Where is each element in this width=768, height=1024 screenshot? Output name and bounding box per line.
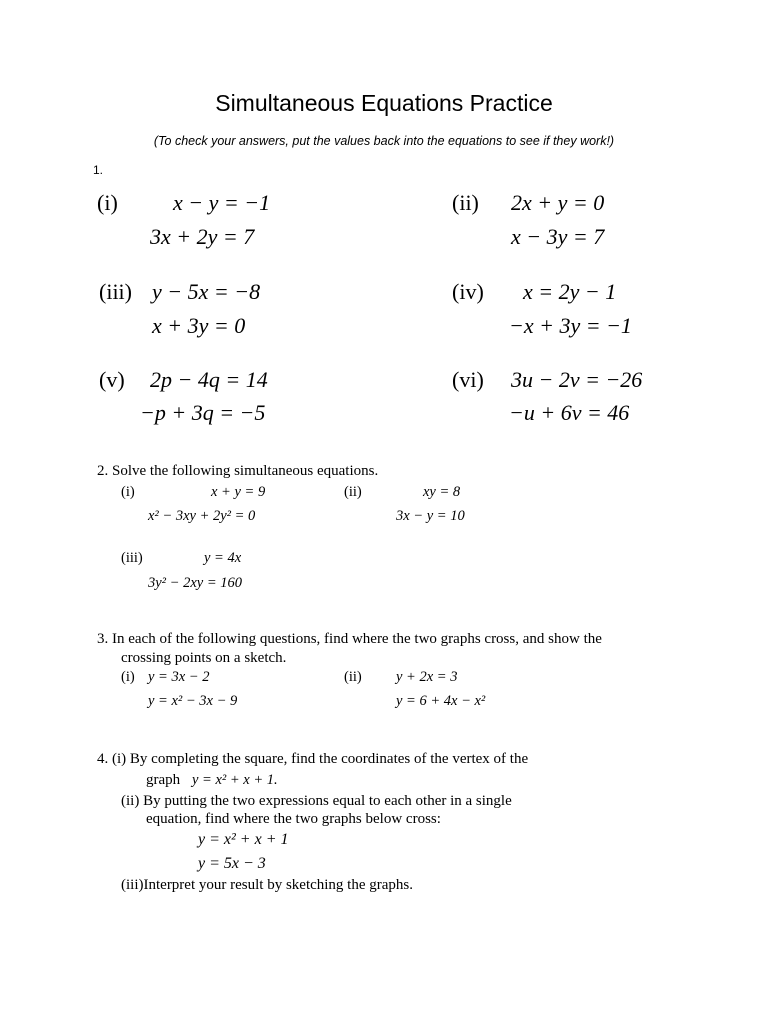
question-3-heading-line2: crossing points on a sketch. [121,650,287,666]
q1-part-iv-eq2: −x + 3y = −1 [509,313,632,338]
question-2-heading: 2. Solve the following simultaneous equations. [97,463,379,479]
q2-part-i-label: (i) [121,484,135,500]
question-1-number: 1. [93,163,104,177]
q2-part-iii-eq1: y = 4x [204,550,242,566]
q1-part-i-label: (i) [97,190,118,215]
q3-part-i-label: (i) [121,669,135,685]
q2-part-iii-label: (iii) [121,550,143,566]
question-4-eq2: y = 5x − 3 [198,855,266,872]
question-4-line5: (iii)Interpret your result by sketching the graphs. [121,877,414,893]
q1-part-iv-label: (iv) [452,279,484,304]
q1-part-vi-label: (vi) [452,367,484,392]
page-subtitle: (To check your answers, put the values back into the equations to see if they work!) [153,134,615,148]
q3-part-ii-label: (ii) [344,669,362,685]
q1-part-vi-eq2: −u + 6v = 46 [509,400,630,425]
q1-part-ii-eq2: x − 3y = 7 [511,224,605,249]
q1-part-v-eq1: 2p − 4q = 14 [150,367,268,392]
question-4-line4: equation, find where the two graphs below cross: [146,811,441,827]
q1-part-v-label: (v) [99,367,125,392]
q2-part-iii-eq2: 3y² − 2xy = 160 [148,575,242,591]
q1-part-ii-label: (ii) [452,190,479,215]
q3-part-ii-eq2: y = 6 + 4x − x² [396,693,486,709]
q2-part-ii-label: (ii) [344,484,362,500]
q1-part-iv-eq1: x = 2y − 1 [523,279,617,304]
q1-part-iii-label: (iii) [99,279,132,304]
question-3-heading-line1: 3. In each of the following questions, find where the two graphs cross, and show the [97,631,602,647]
q1-part-i-eq1: x − y = −1 [173,190,271,215]
q2-part-i-eq1: x + y = 9 [211,484,266,500]
question-4-line3: (ii) By putting the two expressions equal to each other in a single [121,793,512,809]
question-4-vertex-equation: y = x² + x + 1. [192,772,278,788]
page-title: Simultaneous Equations Practice [215,90,553,116]
question-4-eq1: y = x² + x + 1 [198,831,289,848]
q2-part-i-eq2: x² − 3xy + 2y² = 0 [148,508,256,524]
question-4-line2-prefix: graph [146,772,181,788]
q1-part-v-eq2: −p + 3q = −5 [140,400,266,425]
q3-part-i-eq2: y = x² − 3x − 9 [148,693,238,709]
q1-part-ii-eq1: 2x + y = 0 [511,190,605,215]
question-4-line1: 4. (i) By completing the square, find the coordinates of the vertex of the [97,751,529,767]
q1-part-vi-eq1: 3u − 2v = −26 [511,367,643,392]
q1-part-iii-eq2: x + 3y = 0 [152,313,246,338]
q2-part-ii-eq1: xy = 8 [423,484,461,500]
q1-part-iii-eq1: y − 5x = −8 [152,279,261,304]
q3-part-ii-eq1: y + 2x = 3 [396,669,458,685]
q2-part-ii-eq2: 3x − y = 10 [396,508,465,524]
q1-part-i-eq2: 3x + 2y = 7 [150,224,255,249]
q3-part-i-eq1: y = 3x − 2 [148,669,210,685]
